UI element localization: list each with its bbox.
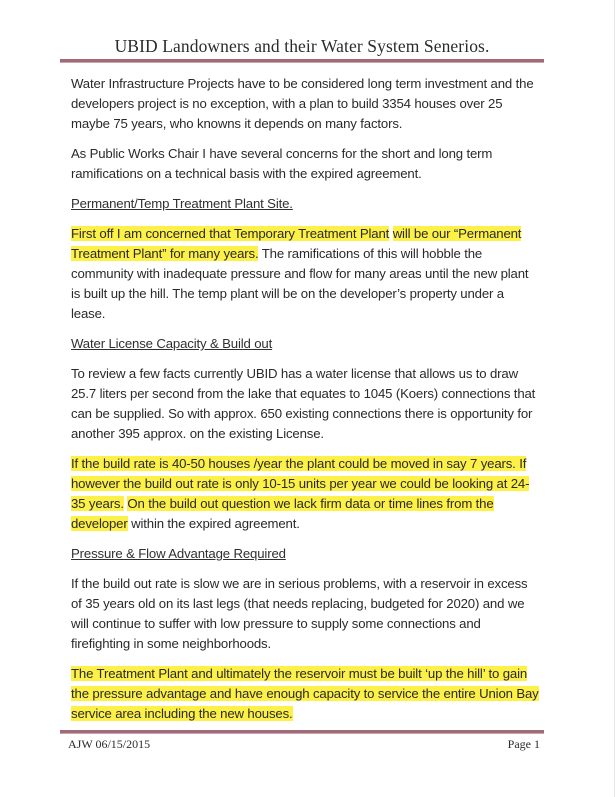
highlight-2: will be our “Permanent Treatment Plant” for many years. xyxy=(71,226,522,261)
paragraph-up-the-hill xyxy=(71,664,541,724)
document-body xyxy=(71,74,541,734)
highlight-1: If the build rate is 40-50 houses /year the plant could be moved in say 7 years. If however the build out rate is only 10-15 units per year we could be looking at 24-35 years. xyxy=(71,456,530,511)
paragraph-concerns: As Public Works Chair I have several concerns for the short and long term ramifications on a technical basis with the expired agreement. xyxy=(71,146,493,181)
heading-text: Water License Capacity & Build out xyxy=(71,336,273,351)
paragraph-text: The ramifications of this will hobble the community with inadequate pressure and flow for many areas until the new plant is built up the hill. The temp plant will be on the developer’s property under a lease. xyxy=(71,246,529,321)
paragraph-reservoir: If the build out rate is slow we are in serious problems, with a reservoir in excess of 35 years old on its last legs (that needs replacing, budgeted for 2020) and we will continue to suffer with low pressure to supply some connections and firefighting in some neighborhoods. xyxy=(71,576,528,651)
footer-author-date: AJW 06/15/2015 xyxy=(68,737,151,751)
highlight-1: First off I am concerned that Temporary Treatment Plant xyxy=(71,226,390,241)
heading-text: Permanent/Temp Treatment Plant Site. xyxy=(71,196,293,211)
paragraph-intro: Water Infrastructure Projects have to be considered long term investment and the developers project is no exception, with a plan to build 3354 houses over 25 maybe 75 years, who knowns it depends on many factors. xyxy=(71,76,534,131)
section-heading-treatment-plant xyxy=(71,194,541,214)
paragraph-text: within the expired agreement. xyxy=(127,516,300,531)
highlight-2: On the build out question we lack firm data or time lines from the developer xyxy=(71,496,494,531)
document-title: UBID Landowners and their Water System Senerios. xyxy=(114,36,490,56)
footer-rule xyxy=(60,730,544,733)
heading-text: Pressure & Flow Advantage Required xyxy=(71,546,286,561)
footer-page-number: Page 1 xyxy=(507,737,540,751)
paragraph-temp-plant xyxy=(71,224,541,324)
section-heading-water-license xyxy=(71,334,541,354)
paragraph-license-facts: To review a few facts currently UBID has a water license that allows us to draw 25.7 liters per second from the lake that equates to 1045 (Koers) connections that can be supplied. So with approx. 650 existing connections there is opportunity for another 395 approx. on the existing License. xyxy=(71,366,536,441)
highlight-1: The Treatment Plant and ultimately the reservoir must be built ‘up the hill’ to gain the pressure advantage and have enough capacity to service the entire Union Bay service area including the new houses. xyxy=(71,666,539,721)
section-heading-pressure-flow xyxy=(71,544,541,564)
page-edge-line xyxy=(614,0,615,797)
paragraph-build-rate xyxy=(71,454,541,534)
header-rule xyxy=(60,59,544,62)
